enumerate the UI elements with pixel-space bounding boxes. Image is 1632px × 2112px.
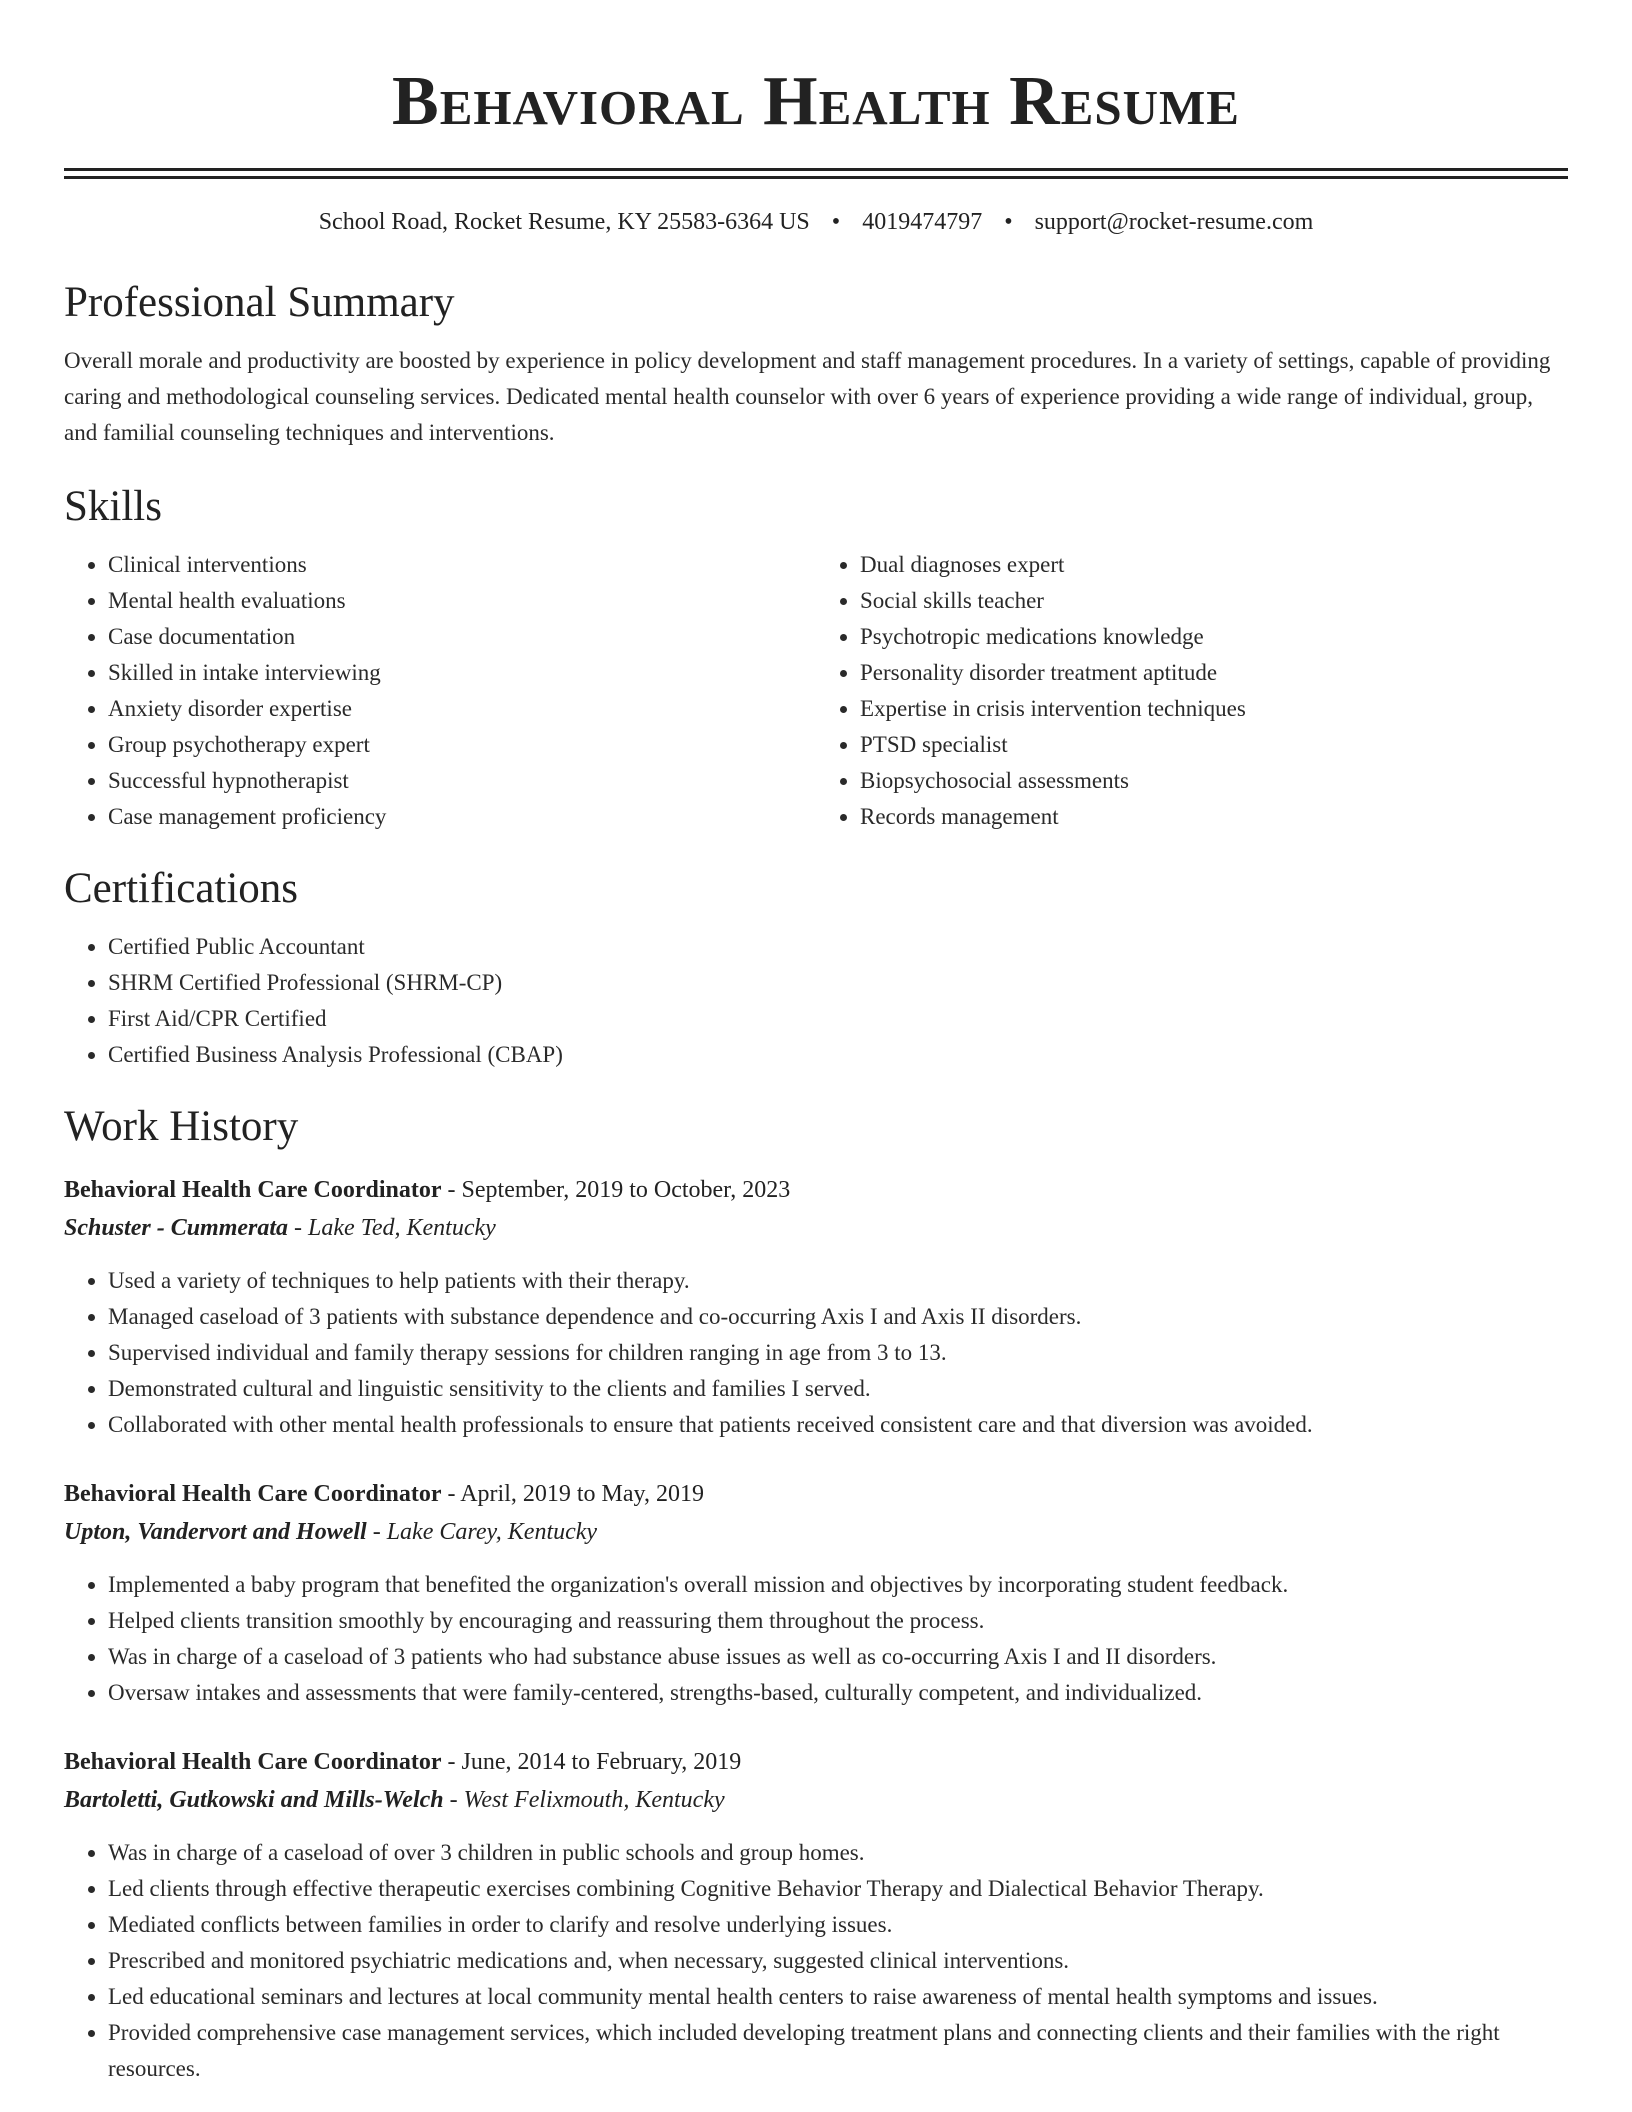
certifications-list xyxy=(64,929,1568,1073)
job-bullet: • Prescribed and monitored psychiatric medications and, when necessary, suggested clinical interventions. xyxy=(108,1943,1568,1979)
job-bullets xyxy=(64,1263,1568,1443)
skill-item: • Skilled in intake interviewing xyxy=(108,655,816,691)
job-bullets xyxy=(64,1567,1568,1711)
skill-item: • Dual diagnoses expert xyxy=(860,547,1568,583)
job-title-line xyxy=(64,1475,1568,1513)
job-title: Behavioral Health Care Coordinator xyxy=(64,1177,442,1203)
job-bullet: • Collaborated with other mental health professionals to ensure that patients received consistent care and that diversion was avoided. xyxy=(108,1407,1568,1443)
job-bullet: • Used a variety of techniques to help patients with their therapy. xyxy=(108,1263,1568,1299)
job-entry xyxy=(64,1475,1568,1711)
job-company: Schuster - Cummerata xyxy=(64,1215,289,1241)
skill-item: • Successful hypnotherapist xyxy=(108,763,816,799)
job-bullet: • Led clients through effective therapeutic exercises combining Cognitive Behavior Therapy and Dialectical Behavior Therapy. xyxy=(108,1871,1568,1907)
job-title: Behavioral Health Care Coordinator xyxy=(64,1749,442,1775)
skill-item: • Anxiety disorder expertise xyxy=(108,691,816,727)
skill-item: • Case documentation xyxy=(108,619,816,655)
skill-item: • Clinical interventions xyxy=(108,547,816,583)
skill-item: • Personality disorder treatment aptitude xyxy=(860,655,1568,691)
skills-heading: Skills xyxy=(64,483,162,530)
job-bullet: • Oversaw intakes and assessments that were family-centered, strengths-based, culturally competent, and individualized. xyxy=(108,1675,1568,1711)
skills-columns xyxy=(64,547,1568,835)
job-location: - Lake Ted, Kentucky xyxy=(288,1215,496,1241)
contact-separator: • xyxy=(1004,209,1013,235)
job-bullet: • Led educational seminars and lectures at local community mental health centers to raise awareness of mental health symptoms and issues. xyxy=(108,1979,1568,2015)
certification-item: • First Aid/CPR Certified xyxy=(108,1001,1568,1037)
certification-item: • Certified Public Accountant xyxy=(108,929,1568,965)
job-bullet: • Implemented a baby program that benefited the organization's overall mission and objectives by incorporating student feedback. xyxy=(108,1567,1568,1603)
skill-item: • Psychotropic medications knowledge xyxy=(860,619,1568,655)
skill-item: • Social skills teacher xyxy=(860,583,1568,619)
job-bullet: • Managed caseload of 3 patients with substance dependence and co-occurring Axis I and Axis II disorders. xyxy=(108,1299,1568,1335)
job-entry xyxy=(64,1171,1568,1443)
skill-item: • Mental health evaluations xyxy=(108,583,816,619)
job-bullet: • Supervised individual and family therapy sessions for children ranging in age from 3 to 13. xyxy=(108,1335,1568,1371)
job-bullet: • Was in charge of a caseload of 3 patients who had substance abuse issues as well as co-occurring Axis I and II disorders. xyxy=(108,1639,1568,1675)
skill-item: • Case management proficiency xyxy=(108,799,816,835)
skills-list-left xyxy=(64,547,816,835)
contact-address: School Road, Rocket Resume, KY 25583-6364 US xyxy=(318,209,810,235)
job-company-line xyxy=(64,1209,1568,1247)
summary-heading: Professional Summary xyxy=(64,279,455,326)
job-dates: - April, 2019 to May, 2019 xyxy=(441,1481,704,1507)
contact-phone: 4019474797 xyxy=(862,209,983,235)
skill-item: • Group psychotherapy expert xyxy=(108,727,816,763)
resume-title: Behavioral Health Resume xyxy=(392,63,1240,140)
job-entry xyxy=(64,1743,1568,2087)
job-company-line xyxy=(64,1781,1568,1819)
job-bullet: • Demonstrated cultural and linguistic sensitivity to the clients and families I served. xyxy=(108,1371,1568,1407)
job-title-line xyxy=(64,1743,1568,1781)
job-company-line xyxy=(64,1513,1568,1551)
skill-item: • Records management xyxy=(860,799,1568,835)
work-history-heading: Work History xyxy=(64,1103,299,1150)
job-bullet: • Was in charge of a caseload of over 3 children in public schools and group homes. xyxy=(108,1835,1568,1871)
certification-item: • SHRM Certified Professional (SHRM-CP) xyxy=(108,965,1568,1001)
contact-email: support@rocket-resume.com xyxy=(1034,209,1314,235)
certifications-heading: Certifications xyxy=(64,865,299,912)
resume-page xyxy=(64,0,1568,2087)
job-company: Bartoletti, Gutkowski and Mills-Welch xyxy=(64,1787,444,1813)
skill-item: • Biopsychosocial assessments xyxy=(860,763,1568,799)
title-divider-top xyxy=(64,168,1568,171)
certification-item: • Certified Business Analysis Professional (CBAP) xyxy=(108,1037,1568,1073)
job-bullet: • Mediated conflicts between families in order to clarify and resolve underlying issues. xyxy=(108,1907,1568,1943)
summary-text: Overall morale and productivity are boosted by experience in policy development and staff management procedures. In a variety of settings, capable of providing caring and methodological counseling services. Dedicated mental health counselor with over 6 years of experience providing a wide range of individual, group, and familial counseling techniques and interventions. xyxy=(64,348,1551,445)
job-location: - West Felixmouth, Kentucky xyxy=(443,1787,725,1813)
job-title: Behavioral Health Care Coordinator xyxy=(64,1481,442,1507)
job-dates: - June, 2014 to February, 2019 xyxy=(441,1749,742,1775)
job-bullet: • Helped clients transition smoothly by encouraging and reassuring them throughout the process. xyxy=(108,1603,1568,1639)
job-dates: - September, 2019 to October, 2023 xyxy=(441,1177,791,1203)
skills-list-right xyxy=(816,547,1568,835)
title-divider-bottom xyxy=(64,176,1568,179)
skill-item: • PTSD specialist xyxy=(860,727,1568,763)
skill-item: • Expertise in crisis intervention techniques xyxy=(860,691,1568,727)
job-company: Upton, Vandervort and Howell xyxy=(64,1519,367,1545)
job-location: - Lake Carey, Kentucky xyxy=(366,1519,598,1545)
job-bullets xyxy=(64,1835,1568,2087)
contact-separator: • xyxy=(831,209,841,235)
job-title-line xyxy=(64,1171,1568,1209)
job-bullet: • Provided comprehensive case management services, which included developing treatment plans and connecting clients and their families with the right resources. xyxy=(108,2015,1568,2087)
contact-line xyxy=(64,207,1568,237)
